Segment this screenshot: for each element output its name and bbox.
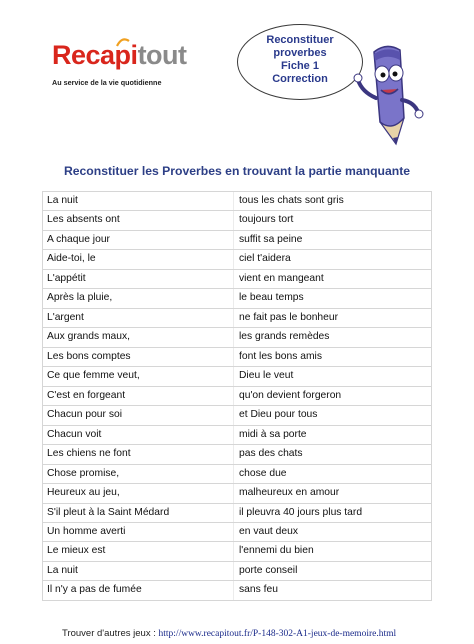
footer: [62, 628, 396, 639]
proverb-end-cell: malheureux en amour: [239, 487, 340, 499]
table-row: [43, 192, 431, 211]
table-row: [43, 367, 431, 386]
proverb-end-cell: vient en mangeant: [239, 272, 324, 284]
proverb-end-cell: les grands remèdes: [239, 331, 330, 343]
proverb-end-cell: qu'on devient forgeron: [239, 389, 342, 401]
logo-swoosh-icon: [116, 38, 130, 48]
proverb-end-cell: font les bons amis: [239, 350, 322, 362]
proverb-end-cell: ne fait pas le bonheur: [239, 311, 339, 323]
bubble-line: proverbes: [273, 47, 327, 59]
proverb-end-cell: ciel t'aidera: [239, 253, 291, 265]
table-row: [43, 523, 431, 542]
table-row: [43, 270, 431, 289]
proverb-start-cell: L'appétit: [43, 270, 234, 288]
table-row: [43, 465, 431, 484]
proverb-start-cell: Chacun voit: [43, 426, 234, 444]
proverb-end-cell: chose due: [239, 467, 287, 479]
proverb-end-cell: le beau temps: [239, 292, 304, 304]
proverb-start-cell: Un homme averti: [43, 523, 234, 541]
proverb-end-cell: pas des chats: [239, 448, 303, 460]
bubble-line: Correction: [272, 73, 328, 85]
proverb-start-cell: A chaque jour: [43, 231, 234, 249]
proverb-end-cell: suffit sa peine: [239, 233, 303, 245]
table-row: [43, 426, 431, 445]
proverb-start-cell: S'il pleut à la Saint Médard: [43, 504, 234, 522]
table-row: [43, 504, 431, 523]
table-row: [43, 250, 431, 269]
table-row: [43, 289, 431, 308]
table-row: [43, 581, 431, 600]
proverb-end-cell: tous les chats sont gris: [239, 195, 344, 206]
table-row: [43, 328, 431, 347]
proverb-start-cell: Après la pluie,: [43, 289, 234, 307]
proverb-end-cell: l'ennemi du bien: [239, 545, 314, 557]
proverb-start-cell: Les bons comptes: [43, 348, 234, 366]
proverb-start-cell: L'argent: [43, 309, 234, 327]
table-row: [43, 231, 431, 250]
logo-wordmark: Recapitout: [52, 40, 187, 70]
proverb-end-cell: et Dieu pour tous: [239, 409, 318, 421]
bubble-line: Fiche 1: [281, 60, 319, 72]
proverb-end-cell: en vaut deux: [239, 525, 298, 537]
table-row: [43, 309, 431, 328]
proverb-start-cell: Aide-toi, le: [43, 250, 234, 268]
table-row: [43, 484, 431, 503]
footer-link[interactable]: http://www.recapitout.fr/P-148-302-A1-jeux-de-memoire.html: [158, 629, 397, 639]
proverb-end-cell: Dieu le veut: [239, 370, 294, 382]
proverb-start-cell: Les chiens ne font: [43, 445, 234, 463]
table-row: [43, 406, 431, 425]
proverb-end-cell: sans feu: [239, 584, 278, 596]
proverb-start-cell: Heureux au jeu,: [43, 484, 234, 502]
proverb-start-cell: La nuit: [43, 192, 234, 210]
proverb-end-cell: porte conseil: [239, 564, 298, 576]
proverb-start-cell: Ce que femme veut,: [43, 367, 234, 385]
proverb-end-cell: midi à sa porte: [239, 428, 307, 440]
bubble-line: Reconstituer: [266, 34, 334, 46]
table-row: [43, 348, 431, 367]
table-row: [43, 445, 431, 464]
pencil-mascot-icon: [352, 40, 432, 150]
recapitout-logo: [52, 40, 187, 92]
page-title: Reconstituer les Proverbes en trouvant la partie manquante: [63, 164, 411, 178]
proverb-start-cell: La nuit: [43, 562, 234, 580]
proverb-start-cell: Aux grands maux,: [43, 328, 234, 346]
table-row: [43, 387, 431, 406]
logo-tagline: Au service de la vie quotidienne: [52, 78, 162, 87]
table-row: [43, 542, 431, 561]
table-row: [43, 211, 431, 230]
proverb-start-cell: Il n'y a pas de fumée: [43, 581, 234, 599]
table-row: [43, 562, 431, 581]
proverb-end-cell: il pleuvra 40 jours plus tard: [239, 506, 363, 518]
proverb-end-cell: toujours tort: [239, 214, 294, 226]
proverb-start-cell: Chacun pour soi: [43, 406, 234, 424]
proverb-start-cell: Chose promise,: [43, 465, 234, 483]
proverb-start-cell: C'est en forgeant: [43, 387, 234, 405]
proverb-start-cell: Le mieux est: [43, 542, 234, 560]
bubble-text: [237, 34, 363, 86]
proverbs-table: [42, 191, 432, 601]
proverb-start-cell: Les absents ont: [43, 211, 234, 229]
footer-prefix: Trouver d'autres jeux :: [62, 628, 159, 639]
